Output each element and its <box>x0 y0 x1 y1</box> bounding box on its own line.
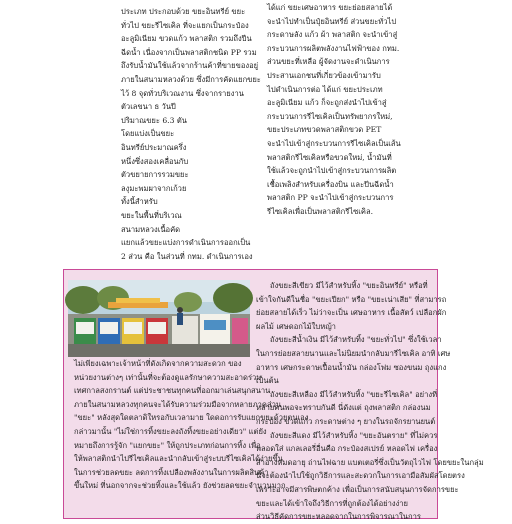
event-photo <box>68 280 250 357</box>
text-line: จะนำไปทำเป็นปุ๋ยอินทรีย์ ส่วนขยะทั่วไป <box>267 16 397 26</box>
text-line: ภายในสนามหลวงด้วย ซึ่งมีการคัดแยกขยะ <box>121 74 261 84</box>
text-line: เชื้อเพลิงสำหรับเครื่องบิน และปีนฉีดน้ำ <box>267 179 394 189</box>
text-line: แยกแล้วขยะแบ่งการดำเนินการออกเป็น <box>121 238 251 248</box>
text-line: กระป๋อง ขวดแก้ว กระดาษต่าง ๆ ยางในรถจักรยานยนต์ <box>256 416 436 426</box>
text-line: พลาสติกรีไซเคิลหรือขวดใหม่, น้ำมันที่ <box>267 152 392 162</box>
text-line: ขึ้นใหม่ ที่นอกจากจะช่วยทิ้งและใช้แล้ว ยังช่วยลดขยะจำนวนมาก <box>74 481 286 491</box>
text-line: ย่อยสลายได้เร็ว ไม่ว่าจะเป็น เศษอาหาร เนื้อสัตว์ เปลือกผัก <box>256 308 447 318</box>
text-line: อะลูมิเนียม แก้ว ก็จะถูกส่งนำไปเข้าสู่ <box>267 98 387 108</box>
text-line: 2 ส่วน คือ ในส่วนที่ กทม. ดำเนินการเอง <box>121 251 253 261</box>
text-line: เทศกาลสงกรานต์ แต่ประชาชนทุกคนที่ออกมาเล่นสนุกสนาน <box>74 386 271 396</box>
text-line: กระบวนการผลิตพลังงานไฟฟ้าของ กทม. <box>267 43 400 53</box>
text-line: อินทรีย์ประมาณครึ่ง <box>121 142 187 152</box>
text-line: กระบวนการรีไซเคิลเป็นทรัพยากรใหม่, <box>267 111 393 121</box>
text-line: ให้พลาสติกนำไปรีไซเคิลและนำกลับเข้าสู่ระบบรีไซเคิลได้ง่ายขึ้น <box>74 454 283 464</box>
text-line: ถังขยะสีเหลือง มีไว้สำหรับทิ้ง "ขยะรีไซเคิล" อย่างที่ <box>270 389 438 399</box>
box-right-text <box>256 279 484 524</box>
text-line: พลอดใส่ แกลเลอรี่อื่นคือ กระป๋องสเปรย์ หลอดไฟ เครื่อง <box>256 444 438 454</box>
text-line: ไว้ 8 จุดทั่วบริเวณงาน ซึ่งจากรายงาน <box>121 88 244 98</box>
text-line: กระดาษลัง แก้ว ผ้า พลาสติก จะนำเข้าสู่ <box>267 30 398 40</box>
text-line: พลาสติก PP จะนำไปเข้าสู่กระบวนการ <box>267 193 394 203</box>
text-line: ส่วนขยะที่เหลือ ผู้จัดงานจะดำเนินการ <box>267 57 390 67</box>
text-line: ประสานเอกชนที่เกี่ยวข้องเข้ามารับ <box>267 70 381 80</box>
right-column-text <box>267 1 427 219</box>
text-line: ถึงรับน้ำมันใช้แล้วจากร้านค้าที่ขายของอยู่ <box>121 61 259 71</box>
left-column-text <box>121 5 261 263</box>
text-line: รีไซเคิลเพื่อเป็นพลาสติกรีไซเคิล. <box>267 206 374 216</box>
text-line: สำอางหมดอายุ ถ่านไฟฉาย แบตเตอรี่ซึ่งเป็นวัตถุไวไฟ โดยขยะในกลุ่ม <box>256 457 484 467</box>
text-line: ถังขยะสีเขียว มีไว้สำหรับทิ้ง "ขยะอินทรีย์" หรือที่ <box>270 281 428 290</box>
text-line: เข้าใจกันดีในชื่อ "ขยะเปียก" หรือ "ขยะเน่าเสีย" ที่สามารถ <box>256 294 447 304</box>
text-line: ถังขยะสีน้ำเงิน มีไว้สำหรับทิ้ง "ขยะทั่วไป" ซึ่งใช้เวลา <box>270 335 442 345</box>
text-line: "ขยะ" หลังสุดใดตลาดิใหรอกับเวลามาย ใดดอการรับแยกขยะด้วยตนเอง <box>74 413 309 423</box>
text-line: นี้จะต้องนำไปใช้ถูกวิธีการและสะดวกในการเอามือสัมผัสโดยตรง <box>256 471 465 481</box>
text-line: ในการช่วยลดขยะ ลดการทิ้งเปลืองพลังงานในการผลิตสินค้า <box>74 467 269 477</box>
text-line: เป็นต้น <box>256 376 279 386</box>
text-line: ขยะและได้เข้าใจถึงวิธีการที่ถูกต้องได้อย่างง่าย <box>256 498 409 508</box>
text-line: หนึ่งซึ่งสองเคลื่อนกับ <box>121 156 189 166</box>
text-line: ขยะประเภทขวดพลาสติกขวด PET <box>267 125 382 135</box>
text-line: ประเภท ประกอบด้วย ขยะอินทรีย์ ขยะ <box>121 7 246 16</box>
text-line: ลงุมะพมผาจากเก้วย <box>121 183 187 193</box>
text-line: ตัวขยายการรวมขยะ <box>121 170 189 180</box>
text-line: เพราะอาจมีสารพิษตกค้าง เพื่อเป็นการสนับสนุนการจัดการขยะ <box>256 484 459 494</box>
text-line: ในการย่อยสลายนานและไม่นิยมนำกลับมารีไซเคิล อาทิ เศษ <box>256 348 451 358</box>
text-line: สนามหลวงเนื้อคัด <box>121 224 181 234</box>
text-line: ฉีดน้ำ เนื่องจากเป็นพลาสติกชนิด PP รวม <box>121 47 257 57</box>
text-line: จะนำไปเข้าสู่กระบวนการรีไซเคิลเป็นเส้น <box>267 138 401 148</box>
text-line: ผลไม้ เศษดอกไม้ใบหญ้า <box>256 321 336 331</box>
text-line: ใช้แล้วจะถูกนำไปเข้าสู่กระบวนการผลิต <box>267 166 397 176</box>
text-line: ไปดำเนินการต่อ ได้แก่ ขยะประเภท <box>267 84 383 94</box>
text-line: ปริมาณขยะ 6.3 ตัน <box>121 115 187 125</box>
text-line: อาหาร เศษกระดาษเปื้อนน้ำมัน กล่องโฟม ซองขนม ถุงแกง <box>256 362 447 372</box>
text-line: ได้แก่ ขยะเศษอาหาร ขยะย่อยสลายได้ <box>267 3 393 12</box>
text-line: ภายในสนามหลวงทุกคนจะได้รับความร่วมมือจากหลายภาคส่วน <box>74 399 282 409</box>
text-line: ไม่เพียงเฉพาะเจ้าหน้าที่ดังเกิดจากความสะดวก ของ <box>74 359 242 368</box>
text-line: ทั่วไป ขยะรีไซเคิล ที่จะแยกเป็นกระป๋อง <box>121 20 249 30</box>
text-line: หน่วยงานต่างๆ เท่านั้นที่จะต้องดูแลรักษาความสะอาดร่วม <box>74 372 262 382</box>
text-line: ทั้งนี้สำหรับ <box>121 197 158 207</box>
text-line: กล่าวมานั้น "ไม่ใช่การทิ้งขยะลงถังทิ้งขยะอย่างเดียว" แต่ยัง <box>74 426 267 436</box>
text-line: หมายถึงการรู้จัก "แยกขยะ" ให้ถูกประเภทก่อนการทิ้ง เพื่อ <box>74 440 261 450</box>
text-line: อะลูมิเนียม ขวดแก้ว พลาสติก รวมถึงปีน <box>121 34 252 44</box>
text-line: ขยะในพื้นที่บริเวณ <box>121 210 182 220</box>
text-line: หลายคนพอจะทราบกันดี นี่ดังแต่ ถุงพลาสติก กล่องนม <box>256 403 431 413</box>
event-photo-illustration <box>68 280 250 357</box>
text-line: ถังขยะสีแดง มีไว้สำหรับทิ้ง "ขยะอันตราย" ที่ไม่ควร <box>270 430 438 440</box>
text-line: ส่วนวิธีคัดการขยะหลอดจากในการพิจารณาในการ <box>256 512 421 522</box>
text-line: ตัวเลขนา ธ วันปี <box>121 102 176 112</box>
text-line: โดยแบ่งเป็นขยะ <box>121 129 175 139</box>
